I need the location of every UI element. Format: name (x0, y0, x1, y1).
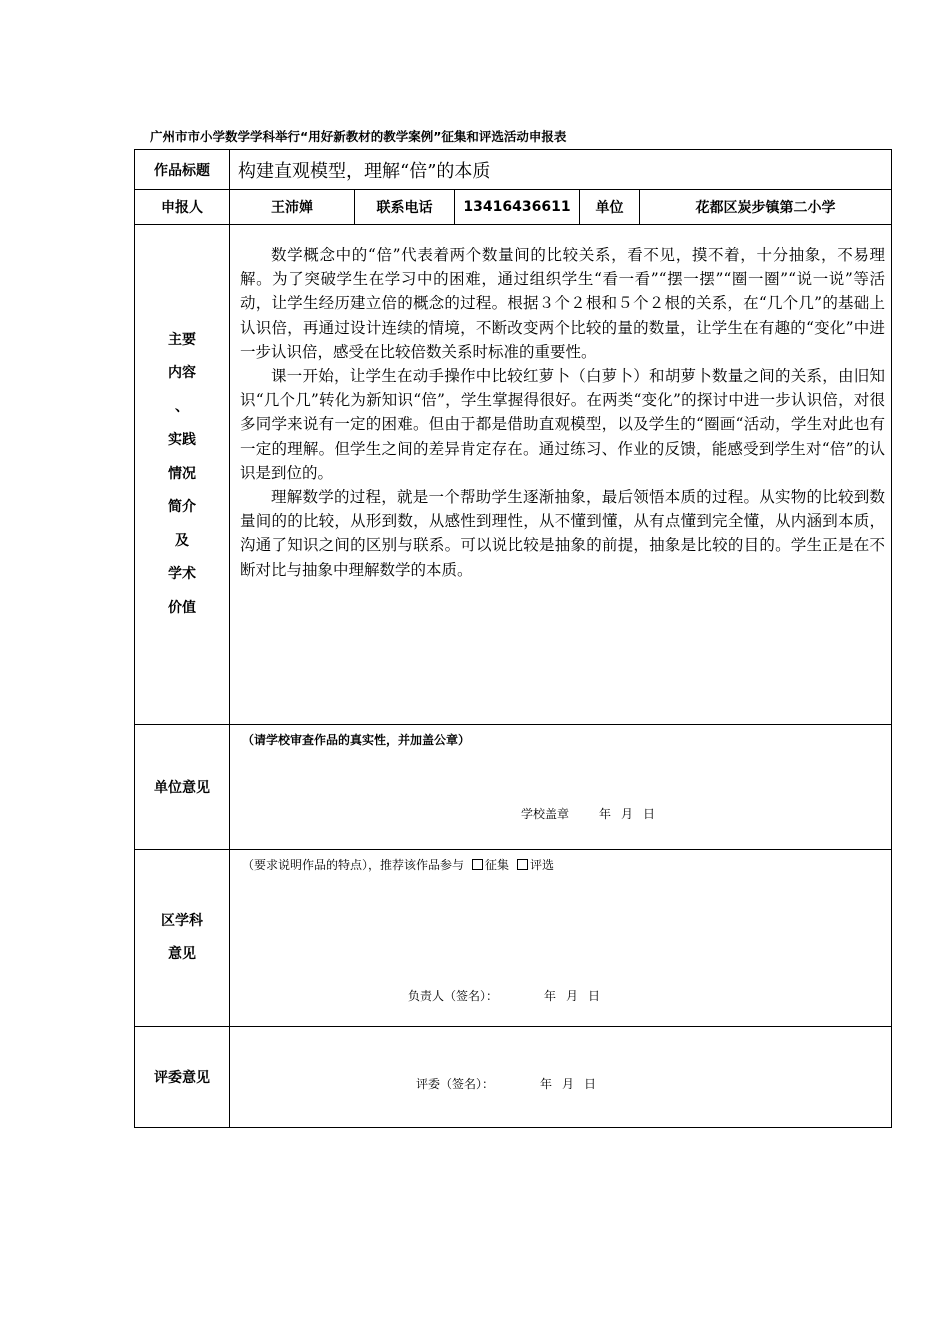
applicant-row (135, 190, 892, 225)
district-opinion-label (135, 850, 230, 1027)
collect-checkbox[interactable] (472, 859, 483, 870)
main-content-text (230, 225, 892, 725)
district-note-text: （要求说明作品的特点），推荐该作品参与 (242, 858, 465, 872)
label-line: 情况 (168, 465, 196, 482)
month-label: 月 (621, 807, 634, 821)
district-opinion-row (135, 850, 892, 1027)
label-line: 价值 (168, 599, 196, 616)
document-title: 广州市市小学数学学科举行“用好新教材的教学案例”征集和评选活动申报表 (150, 129, 567, 144)
month-label: 月 (562, 1077, 575, 1091)
unit-opinion-note: （请学校审查作品的真实性，并加盖公章） (242, 733, 471, 747)
unit-value: 花都区炭步镇第二小学 (640, 190, 892, 225)
day-label: 日 (584, 1077, 597, 1091)
unit-opinion-label: 单位意见 (135, 725, 230, 850)
stamp-label: 学校盖章 (521, 807, 570, 821)
paragraph: 理解数学的过程，就是一个帮助学生逐渐抽象，最后领悟本质的过程。从实物的比较到数量间的的比较，从形到数，从感性到理性，从不懂到懂，从有点懂到完全懂，从内涵到本质，沟通了知识之间的区别与联系。可以说比较是抽象的前提，抽象是比较的目的。学生正是在不断对比与抽象中理解数学的本质。 (240, 488, 885, 579)
judge-opinion-row (135, 1027, 892, 1128)
select-option-label: 评选 (530, 858, 555, 872)
judge-opinion-label: 评委意见 (135, 1027, 230, 1128)
paragraph: 课一开始，让学生在动手操作中比较红萝卜（白萝卜）和胡萝卜数量之间的关系，由旧知识“几个几”转化为新知识“倍”，学生掌握得很好。在两类“变化”的探讨中进一步认识倍，对很多同学来说有一定的困难。但由于都是借助直观模型，以及学生的“圈画“活动，学生对此也有一定的理解。但学生之间的差异肯定存在。通过练习、作业的反馈，能感受到学生对“倍”的认识是到位的。 (240, 367, 885, 482)
application-form-table (134, 149, 892, 1128)
label-line: 简介 (168, 499, 196, 516)
day-label: 日 (588, 989, 601, 1003)
year-label: 年 (544, 989, 557, 1003)
unit-opinion-row (135, 725, 892, 850)
day-label: 日 (643, 807, 656, 821)
judge-sign-line (416, 1075, 606, 1092)
unit-label: 单位 (580, 190, 640, 225)
district-opinion-note (242, 856, 554, 873)
month-label: 月 (566, 989, 579, 1003)
main-content-row (135, 225, 892, 725)
select-checkbox[interactable] (517, 859, 528, 870)
judge-sign-label: 评委（签名）： (416, 1077, 495, 1091)
paragraph: 数学概念中的“倍”代表着两个数量间的比较关系，看不见，摸不着，十分抽象，不易理解。为了突破学生在学习中的困难，通过组织学生“看一看”“摆一摆”“圈一圈”“说一说”等活动，让学生经历建立倍的概念的过程。根据３个２根和５个２根的关系，在“几个几”的基础上认识倍，再通过设计连续的情境，不断改变两个比较的量的数量，让学生在有趣的“变化”中进一步认识倍，感受在比较倍数关系时标准的重要性。 (240, 246, 885, 361)
unit-opinion-cell (230, 725, 892, 850)
label-line: 意见 (168, 946, 196, 962)
label-line: 、 (175, 398, 189, 415)
responsible-sign-label: 负责人（签名）： (408, 989, 499, 1003)
label-line: 主要 (168, 331, 196, 348)
district-sign-line (408, 987, 610, 1004)
work-title-label: 作品标题 (135, 150, 230, 190)
judge-opinion-cell (230, 1027, 892, 1128)
year-label: 年 (540, 1077, 553, 1091)
applicant-label: 申报人 (135, 190, 230, 225)
phone-label: 联系电话 (355, 190, 455, 225)
work-title-value: 构建直观模型，理解“倍”的本质 (230, 150, 892, 190)
label-line: 及 (175, 532, 189, 549)
main-content-label (135, 225, 230, 725)
collect-option-label: 征集 (485, 858, 510, 872)
title-row (135, 150, 892, 190)
applicant-name: 王沛婵 (230, 190, 355, 225)
school-stamp-line (521, 805, 665, 822)
label-line: 区学科 (161, 913, 203, 929)
label-line: 学术 (168, 566, 196, 583)
phone-value: 13416436611 (455, 190, 580, 225)
label-line: 内容 (168, 365, 196, 382)
district-opinion-cell (230, 850, 892, 1027)
label-line: 实践 (168, 432, 196, 449)
year-label: 年 (599, 807, 612, 821)
